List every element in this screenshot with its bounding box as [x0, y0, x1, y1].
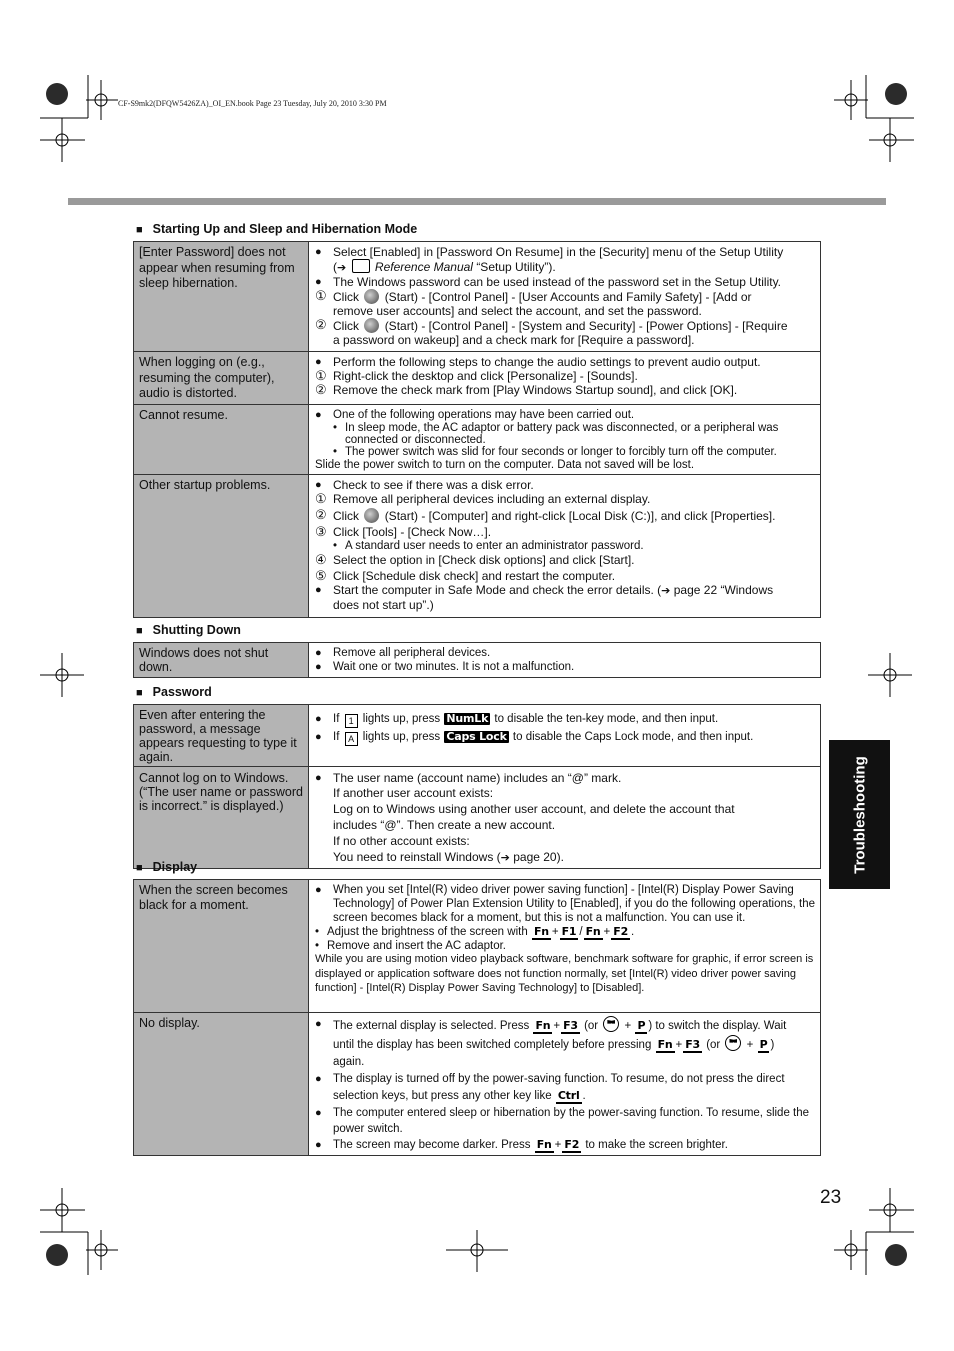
list-item: ● Select [Enabled] in [Password On Resume] in the [Security] menu of the Setup Utility (➔ Reference Manual “Setup Utility”).: [315, 245, 815, 275]
note-text: If no other account exists:: [333, 834, 470, 848]
list-item: ● The computer entered sleep or hibernation by the power-saving function. To resume, slide the power switch.: [315, 1105, 815, 1137]
book-header-line: CF-S9mk2(DFQW5426ZA)_OI_EN.book Page 23 Tuesday, July 20, 2010 3:30 PM: [118, 99, 387, 108]
solution-cell: [309, 242, 821, 352]
problem-cell: When the screen becomes black for a moment.: [134, 880, 309, 1013]
list-item: ● If A lights up, press Caps Lock to disable the Caps Lock mode, and then input.: [315, 728, 815, 746]
note-text: Slide the power switch to turn on the computer. Data not saved will be lost.: [315, 458, 695, 471]
solution-cell: [309, 404, 821, 474]
page-number: 23: [820, 1187, 842, 1208]
list-item: ● The screen may become darker. Press Fn + F2 to make the screen brighter.: [315, 1137, 815, 1153]
solution-cell: [309, 352, 821, 405]
list-item: ● The user name (account name) includes an “@” mark.: [315, 771, 815, 785]
table-row: [134, 1013, 821, 1156]
list-subitem: • The power switch was slid for four seconds or longer to forcibly turn off the computer.: [315, 446, 815, 459]
list-item: ● One of the following operations may have been carried out.: [315, 408, 815, 422]
list-item: ● Remove all peripheral devices.: [315, 646, 815, 660]
section-title-startup: ■ Starting Up and Sleep and Hibernation Mode: [136, 222, 417, 236]
list-item: ● Start the computer in Safe Mode and check the error details. (➔ page 22 “Windows does not start up”.): [315, 583, 815, 612]
step-item: ② Click (Start) - [Control Panel] - [System and Security] - [Power Options] - [Require a password on wakeup] and a check mark for [Require a password].: [315, 317, 788, 347]
p-key: P: [637, 1019, 646, 1032]
problem-cell: Windows does not shut down.: [134, 643, 309, 678]
section-title-shutdown: ■ Shutting Down: [136, 623, 241, 637]
ctrl-key: Ctrl: [557, 1089, 580, 1102]
problem-cell: When logging on (e.g., resuming the computer), audio is distorted.: [134, 352, 309, 405]
problem-cell: Cannot resume.: [134, 404, 309, 474]
table-startup: [133, 241, 821, 618]
f2-key: F2: [564, 1138, 580, 1151]
fn-key: Fn: [533, 925, 549, 938]
problem-cell: Even after entering the password, a message appears requesting to type it again.: [134, 705, 309, 767]
table-row: [134, 404, 821, 474]
step-item: ④ Select the option in [Check disk options] and click [Start].: [315, 551, 635, 567]
list-item: ● The external display is selected. Press Fn + F3 (or + P ) to switch the display. Wait until the display has been switched completely before pressing Fn + F3 (or + P ) again.: [315, 1016, 815, 1071]
fn-key: Fn: [535, 1019, 551, 1032]
numlock-indicator-icon: 1: [345, 714, 358, 728]
problem-cell: Other startup problems.: [134, 474, 309, 617]
windows-key-icon: [725, 1035, 741, 1051]
list-item: ● The display is turned off by the power-saving function. To resume, do not press the direct selection keys, but press any other key like Ctrl .: [315, 1071, 815, 1105]
list-subitem: • Remove and insert the AC adaptor.: [315, 940, 815, 952]
capslock-indicator-icon: A: [345, 732, 358, 746]
fn-key: Fn: [657, 1038, 673, 1051]
section-title-display: ■ Display: [136, 860, 197, 874]
solution-cell: [309, 1013, 821, 1156]
note-text: You need to reinstall Windows (➔ page 20).: [333, 850, 564, 864]
note-text: Log on to Windows using another user account, and delete the account that: [333, 802, 735, 816]
fn-key: Fn: [585, 925, 601, 938]
list-subitem: • In sleep mode, the AC adaptor or battery pack was disconnected, or a peripheral was connected or disconnected.: [315, 422, 815, 446]
step-item: ⑤ Click [Schedule disk check] and restart the computer.: [315, 567, 616, 583]
f3-key: F3: [563, 1019, 578, 1032]
list-item: ● The Windows password can be used instead of the password set in the Setup Utility.: [315, 275, 815, 289]
f3-key: F3: [685, 1038, 701, 1051]
start-orb-icon: [364, 318, 379, 333]
list-item: ● Check to see if there was a disk error.: [315, 478, 815, 492]
book-icon: [352, 259, 370, 273]
problem-cell: Cannot log on to Windows. (“The user name or password is incorrect.” is displayed.): [134, 767, 309, 869]
list-subitem: • Adjust the brightness of the screen with Fn + F1 / Fn + F2 .: [315, 925, 815, 940]
list-item: ● When you set [Intel(R) video driver power saving function] - [Intel(R) Display Power Saving Technology] of Power Plan Extension Utility to [Enabled], if you do the following operations, the screen becomes black for a moment, but this is not a malfunction. You can use it.: [315, 883, 815, 925]
list-item: ● Perform the following steps to change the audio settings to prevent audio output.: [315, 355, 815, 369]
table-row: [134, 643, 821, 678]
step-item: ③ Click [Tools] - [Check Now…].: [315, 523, 492, 539]
arrow-icon: ➔: [661, 583, 671, 597]
table-row: [134, 242, 821, 352]
problem-cell: [Enter Password] does not appear when resuming from sleep hibernation.: [134, 242, 309, 352]
problem-cell: No display.: [134, 1013, 309, 1156]
list-subitem: • A standard user needs to enter an administrator password.: [315, 539, 815, 553]
f2-key: F2: [613, 925, 629, 938]
solution-cell: [309, 767, 821, 869]
step-item: ① Remove all peripheral devices including an external display.: [315, 490, 651, 506]
solution-cell: [309, 705, 821, 767]
step-item: ② Click (Start) - [Computer] and right-click [Local Disk (C:)], and click [Properties].: [315, 506, 776, 523]
table-display: [133, 879, 821, 1156]
arrow-icon: ➔: [337, 261, 347, 274]
step-item: ② Remove the check mark from [Play Windows Startup sound], and click [OK].: [315, 382, 738, 397]
table-row: [134, 474, 821, 617]
solution-cell: [309, 474, 821, 617]
table-row: [134, 767, 821, 869]
fn-key: Fn: [536, 1138, 552, 1151]
solution-cell: [309, 643, 821, 678]
step-item: ① Click (Start) - [Control Panel] - [User Accounts and Family Safety] - [Add or remove user accounts] and select the account, and set the password.: [315, 288, 752, 318]
list-item: ● Wait one or two minutes. It is not a malfunction.: [315, 660, 815, 674]
table-shutdown: [133, 642, 821, 678]
top-rule: [68, 198, 886, 205]
note-text: While you are using motion video playback software, benchmark software for graphic, if error screen is displayed or application software does not function normally, set [Intel(R) video driver power saving function] - [Intel(R) Display Power Saving Technology] to [Disabled].: [315, 953, 814, 994]
table-row: [134, 880, 821, 1013]
windows-key-icon: [603, 1016, 619, 1032]
note-text: If another user account exists:: [333, 786, 494, 800]
capslock-key: Caps Lock: [446, 730, 507, 743]
step-item: ① Right-click the desktop and click [Personalize] - [Sounds].: [315, 368, 638, 383]
chapter-side-tab: Troubleshooting: [829, 740, 890, 889]
p-key: P: [759, 1038, 768, 1051]
start-orb-icon: [364, 289, 379, 304]
solution-cell: [309, 880, 821, 1013]
f1-key: F1: [561, 925, 577, 938]
arrow-icon: ➔: [500, 851, 510, 864]
section-title-password: ■ Password: [136, 685, 212, 699]
note-text: includes “@”. Then create a new account.: [333, 818, 556, 832]
numlk-key: NumLk: [446, 712, 489, 725]
list-item: ● If 1 lights up, press NumLk to disable the ten-key mode, and then input.: [315, 710, 815, 728]
table-row: [134, 352, 821, 405]
table-row: [134, 705, 821, 767]
table-password: [133, 704, 821, 869]
start-orb-icon: [364, 508, 379, 523]
